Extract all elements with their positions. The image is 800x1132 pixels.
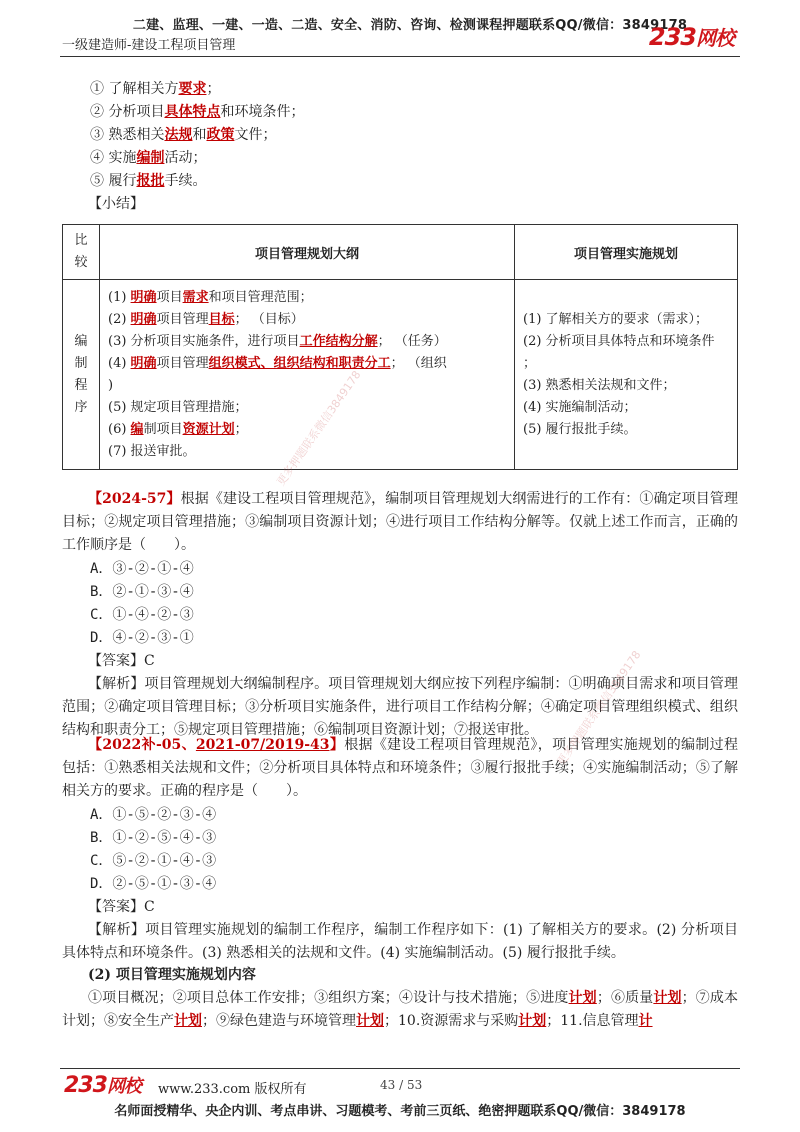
- document-subtitle: 一级建造师-建设工程项目管理: [62, 38, 236, 53]
- summary-table: [62, 224, 738, 470]
- section-heading: (2) 项目管理实施规划内容: [88, 967, 256, 983]
- question-1-answer: 【答案】C: [88, 653, 155, 669]
- header-outline: 项目管理规划大纲: [100, 225, 515, 280]
- outline-step: (7) 报送审批。: [108, 443, 196, 459]
- question-1-option-b: B．②-①-③-④: [90, 584, 194, 600]
- implementation-step: (3) 熟悉相关法规和文件；: [523, 377, 676, 393]
- watermark-text: 更多押题联系微信3849178: [274, 368, 364, 489]
- question-2-option-a: A．①-⑤-②-③-④: [90, 807, 217, 823]
- footer-logo: 233网校: [64, 1073, 141, 1098]
- watermark-text: 更多押题联系微信3849178: [554, 648, 644, 769]
- header-divider: [60, 56, 740, 57]
- summary-label: 【小结】: [88, 196, 144, 212]
- outline-step: (4) 明确项目管理组织模式、组织结构和职责分工； （组织: [108, 355, 447, 371]
- question-2-tag: 【2022补-05、2021-07/2019-43】: [88, 737, 345, 753]
- list-item: ③ 熟悉相关法规和政策文件；: [90, 127, 277, 143]
- list-item: ② 分析项目具体特点和环境条件；: [90, 104, 305, 120]
- footer-divider: [60, 1068, 740, 1069]
- brand-logo: [649, 22, 734, 51]
- question-1-tag: 【2024-57】: [88, 491, 181, 507]
- outline-step: (2) 明确项目管理目标； （目标）: [108, 311, 304, 327]
- footer-ad-text: 名师面授精华、央企内训、考点串讲、习题模考、考前三页纸、绝密押题联系QQ/微信：3849178: [114, 1104, 686, 1119]
- implementation-content: ①项目概况；②项目总体工作安排；③组织方案；④设计与技术措施；⑤进度计划；⑥质量计划；⑦成本计划；⑧安全生产计划；⑨绿色建造与环境管理计划；10.资源需求与采购计划；11.信息管理计: [62, 990, 739, 1029]
- page-number: 43 / 53: [380, 1078, 423, 1092]
- footer-site: www.233.com 版权所有: [158, 1082, 307, 1097]
- table-row: [63, 280, 738, 470]
- outline-step: (3) 分析项目实施条件，进行项目工作结构分解； （任务）: [108, 333, 447, 349]
- question-1-option-c: C．①-④-②-③: [90, 607, 194, 623]
- outline-step: (6) 编制项目资源计划；: [108, 421, 248, 437]
- question-1-analysis: 【解析】项目管理规划大纲编制程序。项目管理规划大纲应按下列程序编制：①明确项目需求和项目管理范围；②确定项目管理目标；③分析项目实施条件，进行项目工作结构分解；④确定项目管理组织模式、组织结构和职责分工；⑤规定项目管理措施；⑥编制项目资源计划；⑦报送审批。: [62, 676, 738, 738]
- list-item: ① 了解相关方要求；: [90, 81, 221, 97]
- row-label: 编制程序: [63, 280, 100, 470]
- question-2-option-c: C．⑤-②-①-④-③: [90, 853, 217, 869]
- implementation-steps: [515, 280, 738, 470]
- header-compare: 比较: [63, 225, 100, 280]
- question-2-stem: 【2022补-05、2021-07/2019-43】根据《建设工程项目管理规范》，项目管理实施规划的编制过程包括：①熟悉相关法规和文件；②分析项目具体特点和环境条件；③履行报批手续；④实施编制活动；⑤了解相关方的要求。正确的程序是（ ）。: [62, 737, 738, 799]
- question-1-option-a: A．③-②-①-④: [90, 561, 194, 577]
- logo-number: 233: [648, 23, 696, 51]
- question-1-stem: 【2024-57】根据《建设工程项目管理规范》，编制项目管理规划大纲需进行的工作有：①确定项目管理目标；②规定项目管理措施；③编制项目资源计划；④进行项目工作结构分解等。仅就上述工作而言，正确的工作顺序是（ ）。: [62, 491, 739, 553]
- outline-step: (5) 规定项目管理措施；: [108, 399, 248, 415]
- question-2-analysis: 【解析】项目管理实施规划的编制工作程序，编制工作程序如下：(1) 了解相关方的要求。(2) 分析项目具体特点和环境条件。(3) 熟悉相关的法规和文件。(4) 实施编制活动。(5) 履行报批手续。: [62, 922, 738, 961]
- list-item: ⑤ 履行报批手续。: [90, 173, 207, 189]
- outline-step: (1) 明确项目需求和项目管理范围；: [108, 289, 313, 305]
- implementation-step: (2) 分析项目具体特点和环境条件: [523, 333, 715, 349]
- implementation-step: ；: [523, 355, 537, 371]
- outline-step: ): [108, 377, 114, 393]
- list-item: ④ 实施编制活动；: [90, 150, 207, 166]
- implementation-step: (1) 了解相关方的要求（需求）；: [523, 311, 709, 327]
- question-1-option-d: D．④-②-③-①: [90, 630, 194, 646]
- implementation-step: (5) 履行报批手续。: [523, 421, 637, 437]
- logo-chinese: 网校: [696, 26, 734, 50]
- table-header-row: [63, 225, 738, 280]
- header-ad-text: 二建、监理、一建、一造、二造、安全、消防、咨询、检测课程押题联系QQ/微信：3849178: [132, 18, 688, 33]
- question-2-option-d: D．②-⑤-①-③-④: [90, 876, 217, 892]
- question-2-option-b: B．①-②-⑤-④-③: [90, 830, 217, 846]
- question-2-answer: 【答案】C: [88, 899, 155, 915]
- header-implementation: 项目管理实施规划: [515, 225, 738, 280]
- implementation-step: (4) 实施编制活动；: [523, 399, 637, 415]
